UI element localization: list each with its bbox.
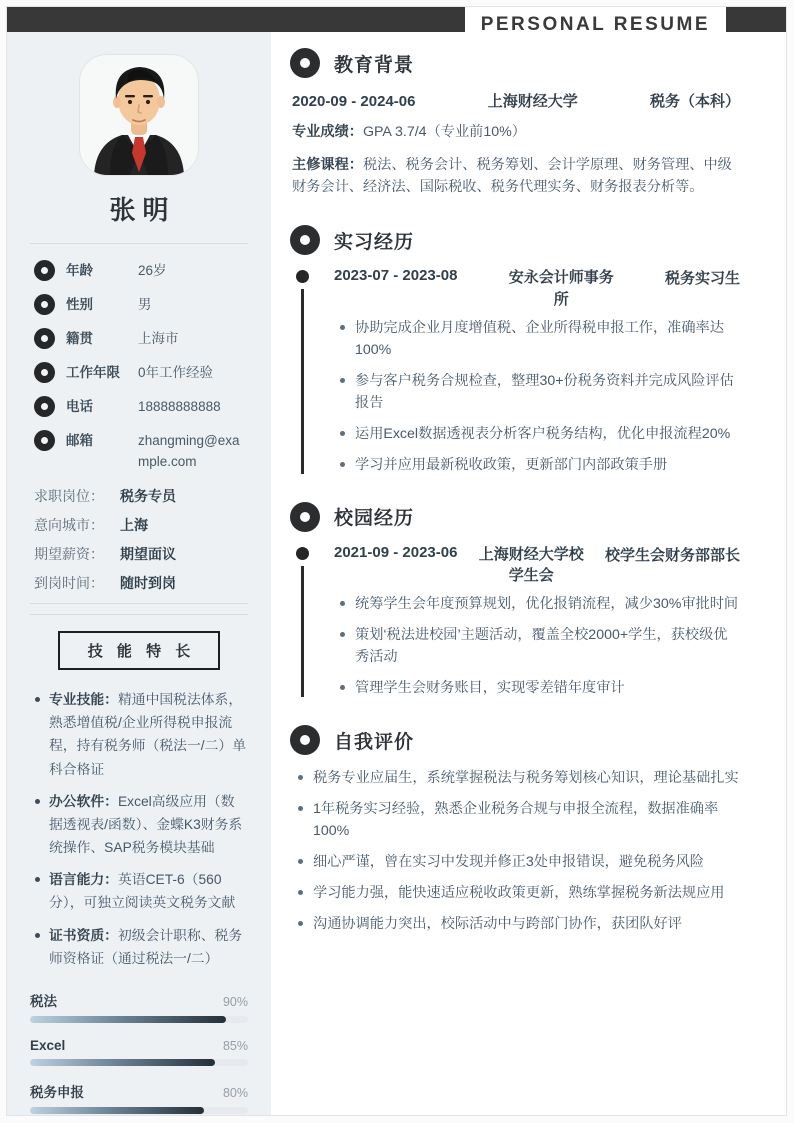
bullet-item: 学习并应用最新税收政策，更新部门内部政策手册	[334, 454, 740, 476]
entry-period: 2021-09 - 2023-06	[334, 543, 458, 561]
info-value: zhangming@example.com	[138, 433, 240, 469]
resume-page	[6, 6, 787, 1116]
section-bullet-icon	[290, 725, 320, 755]
intent-value: 期望面议	[120, 546, 176, 562]
skill-text: Excel高级应用（数据透视表/函数）、金蝶K3财务系统操作、SAP税务模块基础	[49, 793, 243, 856]
bar-percent: 80%	[222, 1085, 248, 1100]
skill-item	[32, 868, 248, 914]
skill-item	[32, 924, 248, 970]
education-major: 税务（本科）	[649, 93, 740, 110]
intent-label: 求职岗位：	[34, 488, 104, 504]
divider	[30, 603, 248, 604]
info-value: 男	[138, 297, 152, 312]
skill-label: 语言能力：	[49, 872, 118, 888]
bullet-item: 协助完成企业月度增值税、企业所得税申报工作，准确率达100%	[334, 317, 740, 361]
internship-bullets	[334, 317, 740, 476]
skill-text: 精通中国税法体系，熟悉增值税/企业所得税申报流程，持有税务师（税法一/二）单科合格证	[49, 692, 246, 777]
timeline-line	[301, 566, 304, 698]
section-title: 教育背景	[334, 54, 415, 76]
info-row-age	[34, 260, 248, 281]
intent-value: 上海	[120, 517, 148, 533]
job-intent-list	[34, 486, 248, 593]
skill-label: 办公软件：	[49, 793, 118, 809]
section-bullet-icon	[290, 502, 320, 532]
section-title: 实习经历	[334, 231, 415, 253]
bullet-item: 税务专业应届生，系统掌握税法与税务筹划核心知识，理论基础扎实	[292, 767, 740, 789]
section-title: 校园经历	[334, 508, 415, 530]
timeline-line	[301, 289, 304, 474]
bar-fill	[30, 1059, 215, 1066]
section-self-evaluation	[290, 725, 740, 935]
bullet-item: 1年税务实习经验，熟悉企业税务合规与申报全流程，数据准确率100%	[292, 798, 740, 842]
skills-list	[32, 688, 248, 970]
intent-label: 意向城市：	[34, 517, 104, 533]
entry-role: 校学生会财务部部长	[604, 546, 740, 564]
bar-track	[30, 1016, 248, 1023]
info-value: 上海市	[138, 331, 179, 346]
education-courses	[292, 154, 740, 199]
courses-label: 主修课程：	[292, 156, 363, 173]
divider	[30, 243, 248, 244]
timeline-dot-icon	[296, 547, 309, 560]
info-label: 籍贯	[66, 331, 93, 346]
bullet-item: 沟通协调能力突出，校际活动中与跨部门协作，获团队好评	[292, 913, 740, 935]
gpa-value: GPA 3.7/4（专业前10%）	[362, 124, 526, 140]
skill-bar-tax-law	[30, 990, 248, 1023]
info-label: 电话	[66, 399, 93, 414]
skill-bars	[30, 990, 248, 1114]
info-label: 工作年限	[66, 365, 120, 380]
info-label: 年龄	[66, 263, 93, 278]
entry-role: 税务实习生	[664, 270, 740, 288]
education-school: 上海财经大学	[487, 93, 578, 110]
skill-label: 证书资质：	[49, 927, 118, 943]
bar-fill	[30, 1107, 204, 1114]
internship-entry	[334, 267, 740, 311]
skill-text: 英语CET-6（560分），可独立阅读英文税务文献	[49, 872, 236, 911]
skill-text: 初级会计职称、税务师资格证（通过税法一/二）	[49, 927, 243, 966]
bar-percent: 90%	[222, 994, 248, 1009]
skill-item	[32, 790, 248, 860]
info-row-work-years	[34, 362, 248, 383]
email-icon	[34, 430, 55, 451]
entry-company: 上海财经大学校学生会	[478, 545, 584, 585]
personal-info-list	[30, 260, 248, 472]
skill-bar-excel	[30, 1038, 248, 1066]
skill-bar-tax-filing	[30, 1081, 248, 1114]
section-bullet-icon	[290, 48, 320, 78]
bar-percent: 85%	[222, 1038, 248, 1053]
work-years-icon	[34, 362, 55, 383]
skills-section-title: 技 能 特 长	[58, 631, 220, 670]
avatar-illustration	[80, 55, 198, 175]
bullet-item: 细心严谨，曾在实习中发现并修正3处申报错误，避免税务风险	[292, 851, 740, 873]
bar-track	[30, 1107, 248, 1114]
skill-item	[32, 688, 248, 781]
intent-value: 税务专员	[120, 488, 176, 504]
intent-row-city	[34, 515, 248, 535]
age-icon	[34, 260, 55, 281]
main-column	[271, 32, 786, 1115]
avatar	[79, 54, 199, 176]
gender-icon	[34, 294, 55, 315]
internship-timeline	[290, 267, 740, 476]
campus-bullets	[334, 593, 740, 699]
gpa-label: 专业成绩：	[292, 124, 363, 140]
bar-label: Excel	[30, 1037, 66, 1053]
bullet-item: 运用Excel数据透视表分析客户税务结构，优化申报流程20%	[334, 423, 740, 445]
bar-track	[30, 1059, 248, 1066]
evaluation-bullets	[292, 767, 740, 935]
top-bar	[7, 7, 786, 35]
skill-label: 专业技能：	[49, 692, 118, 707]
bar-label: 税务申报	[30, 1084, 84, 1100]
section-campus	[290, 502, 740, 700]
campus-timeline	[290, 544, 740, 700]
bar-fill	[30, 1016, 226, 1023]
candidate-name: 张明	[109, 195, 176, 225]
intent-row-salary	[34, 544, 248, 564]
info-value: 0年工作经验	[138, 365, 214, 380]
hometown-icon	[34, 328, 55, 349]
education-gpa	[292, 121, 740, 144]
campus-entry	[334, 544, 740, 588]
info-row-gender	[34, 294, 248, 315]
entry-period: 2023-07 - 2023-08	[334, 267, 458, 285]
info-label: 性别	[66, 297, 93, 312]
info-value: 18888888888	[138, 399, 221, 414]
sidebar	[7, 32, 271, 1115]
info-row-email	[34, 430, 248, 472]
courses-value: 税法、税务会计、税务筹划、会计学原理、财务管理、中级财务会计、经济法、国际税收、税务代理实务、财务报表分析等。	[292, 156, 732, 196]
info-row-hometown	[34, 328, 248, 349]
section-education	[290, 48, 740, 199]
intent-row-availability	[34, 573, 248, 593]
bullet-item: 策划‘税法进校园’主题活动，覆盖全校2000+学生，获校级优秀活动	[334, 624, 740, 668]
info-row-phone	[34, 396, 248, 417]
timeline-dot-icon	[296, 270, 309, 283]
intent-row-position	[34, 486, 248, 506]
entry-company: 安永会计师事务所	[508, 269, 614, 308]
info-label: 邮箱	[66, 433, 93, 448]
phone-icon	[34, 396, 55, 417]
education-period: 2020-09 - 2024-06	[292, 93, 416, 110]
bullet-item: 统筹学生会年度预算规划，优化报销流程，减少30%审批时间	[334, 593, 740, 615]
section-internship	[290, 225, 740, 476]
page-title: PERSONAL RESUME	[465, 7, 726, 43]
bullet-item: 管理学生会财务账目，实现零差错年度审计	[334, 677, 740, 699]
bullet-item: 参与客户税务合规检查，整理30+份税务资料并完成风险评估报告	[334, 370, 740, 414]
section-bullet-icon	[290, 225, 320, 255]
bar-label: 税法	[30, 993, 57, 1009]
intent-label: 期望薪资：	[34, 546, 104, 562]
section-title: 自我评价	[334, 731, 415, 753]
intent-label: 到岗时间：	[34, 575, 104, 591]
bullet-item: 学习能力强，能快速适应税收政策更新，熟练掌握税务新法规应用	[292, 882, 740, 904]
info-value: 26岁	[138, 263, 167, 278]
education-entry	[292, 90, 740, 111]
divider	[30, 614, 248, 615]
intent-value: 随时到岗	[120, 575, 176, 591]
